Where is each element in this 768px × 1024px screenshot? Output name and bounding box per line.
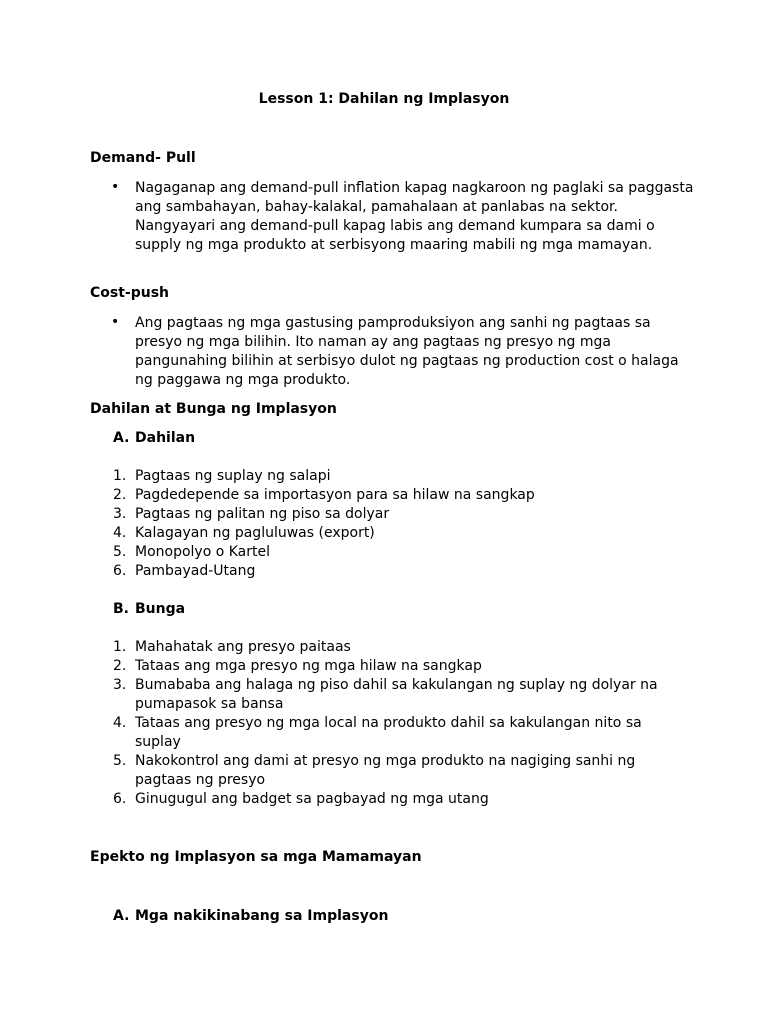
heading-demand-pull: Demand- Pull	[90, 150, 196, 166]
list-text: Mahahatak ang presyo paitaas	[135, 639, 351, 655]
list-item	[90, 486, 690, 505]
list-number: 5.	[113, 544, 127, 560]
list-text: Pagtaas ng palitan ng piso sa dolyar	[135, 506, 390, 522]
list-text: Nakokontrol ang dami at presyo ng mga produkto na nagiging sanhi ng pagtaas ng presyo	[135, 753, 636, 788]
subheading-bunga	[113, 601, 185, 617]
list-number: 2.	[113, 487, 127, 503]
bullet-marker: •	[111, 179, 120, 195]
list-text: Monopolyo o Kartel	[135, 544, 271, 560]
document-title: Lesson 1: Dahilan ng Implasyon	[258, 91, 510, 107]
list-item	[90, 790, 690, 809]
bullet-marker: •	[111, 314, 120, 330]
list-text: Bumababa ang halaga ng piso dahil sa kakulangan ng suplay ng dolyar na pumapasok sa bansa	[135, 677, 658, 712]
list-number: 6.	[113, 791, 127, 807]
list-item	[90, 562, 690, 581]
dahilan-list	[90, 467, 690, 581]
subheading-letter: A.	[113, 908, 130, 924]
heading-epekto: Epekto ng Implasyon sa mga Mamamayan	[90, 849, 422, 865]
bunga-list	[90, 638, 690, 809]
list-number: 3.	[113, 506, 127, 522]
subheading-label: Bunga	[135, 601, 186, 617]
list-text: Pagdedepende sa importasyon para sa hilaw na sangkap	[135, 487, 535, 503]
list-item	[90, 676, 690, 714]
list-number: 3.	[113, 677, 127, 693]
list-item	[90, 524, 690, 543]
list-text: Pagtaas ng suplay ng salapi	[135, 468, 331, 484]
list-text: Kalagayan ng pagluluwas (export)	[135, 525, 375, 541]
list-item	[90, 752, 690, 790]
cost-push-paragraph: Ang pagtaas ng mga gastusing pamproduksiyon ang sanhi ng pagtaas sa presyo ng mga bilihin. Ito naman ay ang pagtaas ng presyo ng mga pangunahing bilihin at serbisyo dulot ng pagtaas ng production cost o halaga ng paggawa ng mga produkto.	[135, 315, 679, 388]
list-text: Tataas ang presyo ng mga local na produkto dahil sa kakulangan nito sa suplay	[135, 715, 642, 750]
list-number: 5.	[113, 753, 127, 769]
subheading-nakikinabang	[113, 908, 388, 924]
demand-pull-paragraph: Nagaganap ang demand-pull inflation kapag nagkaroon ng paglaki sa paggasta ang sambahayan, bahay-kalakal, pamahalaan at panlabas na sektor. Nangyayari ang demand-pull kapag labis ang demand kumpara sa dami o supply ng mga produkto at serbisyong maaring mabili ng mga mamayan.	[135, 180, 694, 253]
list-number: 1.	[113, 468, 127, 484]
list-item	[90, 638, 690, 657]
list-number: 4.	[113, 715, 127, 731]
subheading-letter: B.	[113, 601, 129, 617]
heading-dahilan-bunga: Dahilan at Bunga ng Implasyon	[90, 401, 337, 417]
heading-cost-push: Cost-push	[90, 285, 170, 301]
list-item	[90, 657, 690, 676]
list-number: 1.	[113, 639, 127, 655]
subheading-dahilan	[113, 430, 195, 446]
list-text: Ginugugul ang badget sa pagbayad ng mga utang	[135, 791, 489, 807]
list-item	[90, 467, 690, 486]
list-item	[90, 505, 690, 524]
list-number: 2.	[113, 658, 127, 674]
list-item	[90, 543, 690, 562]
list-number: 4.	[113, 525, 127, 541]
list-number: 6.	[113, 563, 127, 579]
subheading-label: Mga nakikinabang sa Implasyon	[135, 908, 389, 924]
list-item	[90, 714, 690, 752]
subheading-letter: A.	[113, 430, 130, 446]
list-text: Tataas ang mga presyo ng mga hilaw na sangkap	[135, 658, 482, 674]
list-text: Pambayad-Utang	[135, 563, 256, 579]
subheading-label: Dahilan	[135, 430, 196, 446]
